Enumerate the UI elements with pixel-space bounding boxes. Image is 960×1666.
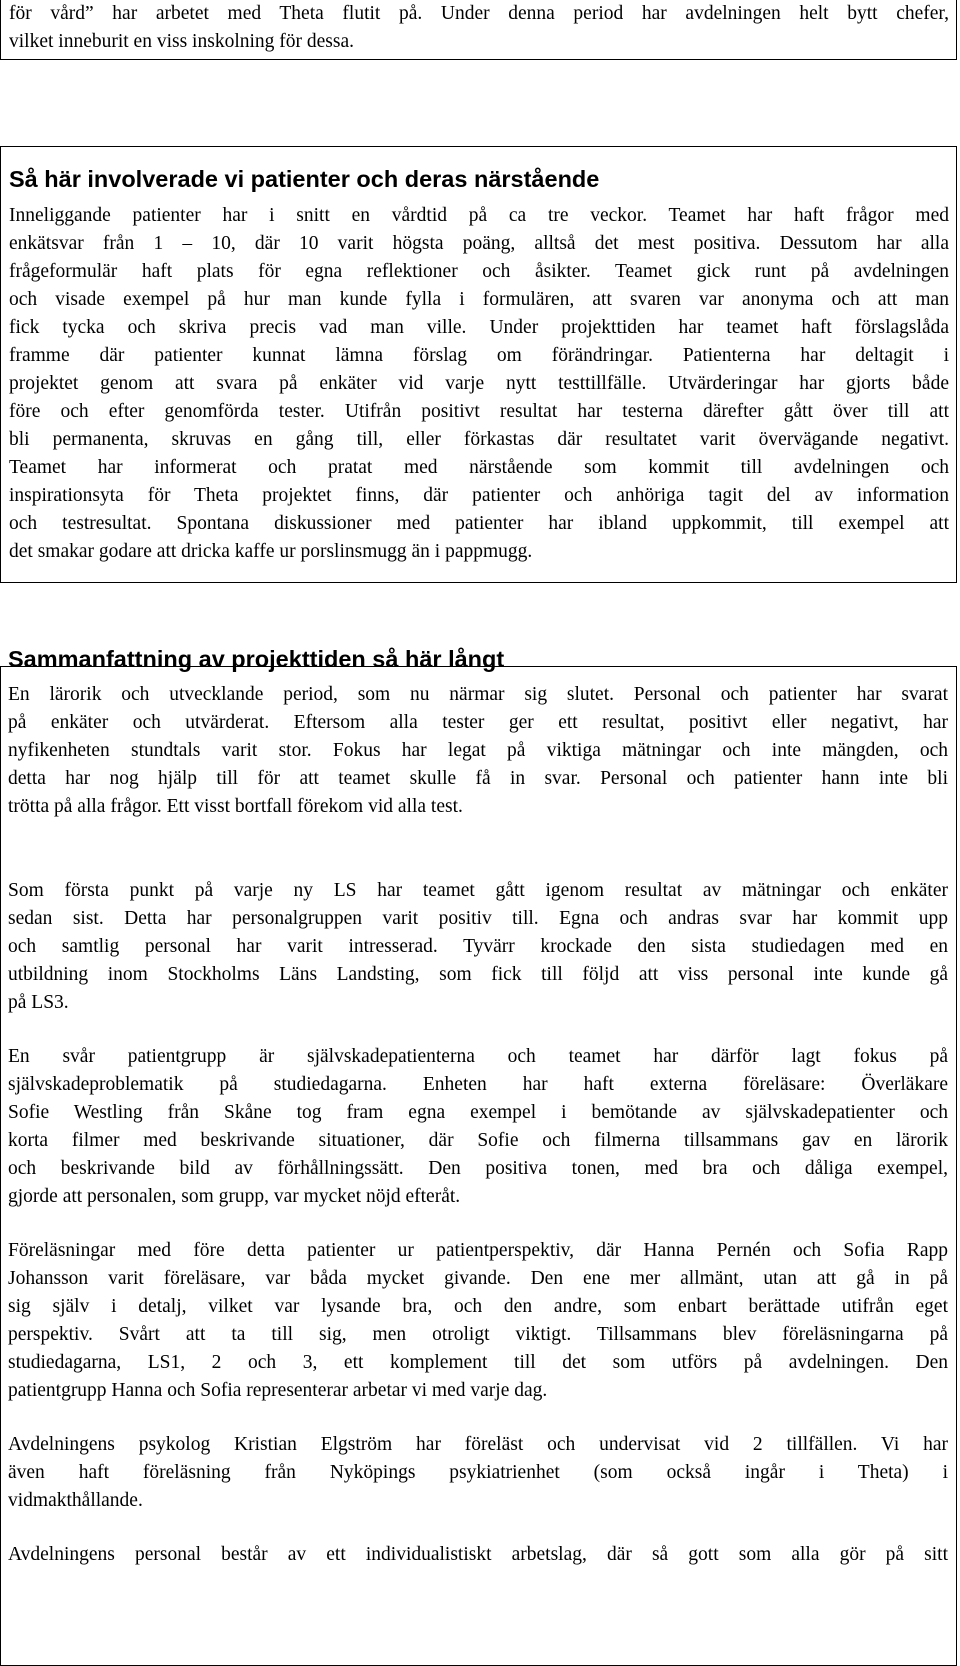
text-line: och visade exempel på hur man kunde fylla i formulären, att svaren var anonyma och att man [9,289,949,310]
text-line: Föreläsningar med före detta patienter ur patientperspektiv, där Hanna Pernén och Sofia Rapp [8,1240,948,1261]
text-line: Avdelningens psykolog Kristian Elgström har föreläst och undervisat vid 2 tillfällen. Vi har [8,1434,948,1455]
text-line: sedan sist. Detta har personalgruppen varit positiv till. Egna och andras svar har kommit upp [8,908,948,929]
text-line: Som första punkt på varje ny LS har teamet gått igenom resultat av mätningar och enkäter [8,880,948,901]
text-line: perspektiv. Svårt att ta till sig, men otroligt viktigt. Tillsammans blev föreläsningarna på [8,1324,948,1345]
text-line: trötta på alla frågor. Ett visst bortfall förekom vid alla test. [8,796,463,817]
section-heading: Sammanfattning av projekttiden så här långt [8,646,505,672]
text-line: utbildning inom Stockholms Läns Landsting, som fick till följd att viss personal inte kunde gå [8,964,948,985]
text-line: vidmakthållande. [8,1490,143,1511]
text-line: En lärorik och utvecklande period, som nu närmar sig slutet. Personal och patienter har svarat [8,684,948,705]
text-line: även haft föreläsning från Nyköpings psykiatrienhet (som också ingår i Theta) i [8,1462,948,1483]
text-line: Sofie Westling från Skåne tog fram egna exempel i bemötande av självskadepatienter och [8,1102,948,1123]
text-line: sig själv i detalj, vilket var lysande bra, och den andre, som enbart berättade utifrån eget [8,1296,948,1317]
section-box-intro [0,0,957,60]
text-line: och samtlig personal har varit intresserad. Tyvärr krockade den sista studiedagen med en [8,936,948,957]
text-line: fick tycka och skriva precis vad man ville. Under projekttiden har teamet haft förslagslåda [9,317,949,338]
text-line: gjorde att personalen, som grupp, var mycket nöjd efteråt. [8,1186,461,1207]
text-line: för vård” har arbetet med Theta flutit på. Under denna period har avdelningen helt bytt chefer, [9,3,949,24]
text-line: Teamet har informerat och pratat med närstående som kommit till avdelningen och [9,457,949,478]
text-line: på enkäter och utvärderat. Eftersom alla tester ger ett resultat, positivt eller negativt, har [8,712,948,733]
text-line: på LS3. [8,992,69,1013]
text-line: Inneliggande patienter har i snitt en vårdtid på ca tre veckor. Teamet har haft frågor med [9,205,949,226]
text-line: bli permanenta, skruvas en gång till, eller förkastas där resultatet varit övervägande negativt. [9,429,949,450]
text-line: nyfikenheten stundtals varit stor. Fokus har legat på viktiga mätningar och inte mängden, och [8,740,948,761]
text-line: Johansson varit föreläsare, var båda mycket givande. Den ene mer allmänt, utan att gå in på [8,1268,948,1289]
section-heading: Så här involverade vi patienter och deras närstående [9,166,600,192]
text-line: Avdelningens personal består av ett individualistiskt arbetslag, där så gott som alla gör på sitt [8,1544,948,1565]
text-line: självskadeproblematik på studiedagarna. Enheten har haft externa föreläsare: Överläkare [8,1074,948,1095]
text-line: och testresultat. Spontana diskussioner med patienter har ibland uppkommit, till exempel att [9,513,949,534]
text-line: och beskrivande bild av förhållningssätt. Den positiva tonen, med bra och dåliga exempel, [8,1158,948,1179]
text-line: vilket inneburit en viss inskolning för dessa. [9,31,355,52]
text-line: framme där patienter kunnat lämna förslag om förändringar. Patienterna har deltagit i [9,345,949,366]
text-line: det smakar godare att dricka kaffe ur porslinsmugg än i pappmugg. [9,541,533,562]
section-box-involvement [0,146,957,583]
text-line: korta filmer med beskrivande situationer, där Sofie och filmerna tillsammans gav en lärorik [8,1130,948,1151]
text-line: projektet genom att svara på enkäter vid varje nytt testtillfälle. Utvärderingar har gjorts både [9,373,949,394]
text-line: En svår patientgrupp är självskadepatienterna och teamet har därför lagt fokus på [8,1046,948,1067]
text-line: inspirationsyta för Theta projektet finns, där patienter och anhöriga tagit del av information [9,485,949,506]
text-line: före och efter genomförda tester. Utifrån positivt resultat har testerna därefter gått över till att [9,401,949,422]
text-line: detta har nog hjälp till för att teamet skulle få in svar. Personal och patienter hann inte bli [8,768,948,789]
text-line: frågeformulär haft plats för egna reflektioner och åsikter. Teamet gick runt på avdelningen [9,261,949,282]
text-line: enkätsvar från 1 – 10, där 10 varit högsta poäng, alltså det mest positiva. Dessutom har alla [9,233,949,254]
text-line: patientgrupp Hanna och Sofia representerar arbetar vi med varje dag. [8,1380,548,1401]
text-line: studiedagarna, LS1, 2 och 3, ett komplement till det som utförs på avdelningen. Den [8,1352,948,1373]
